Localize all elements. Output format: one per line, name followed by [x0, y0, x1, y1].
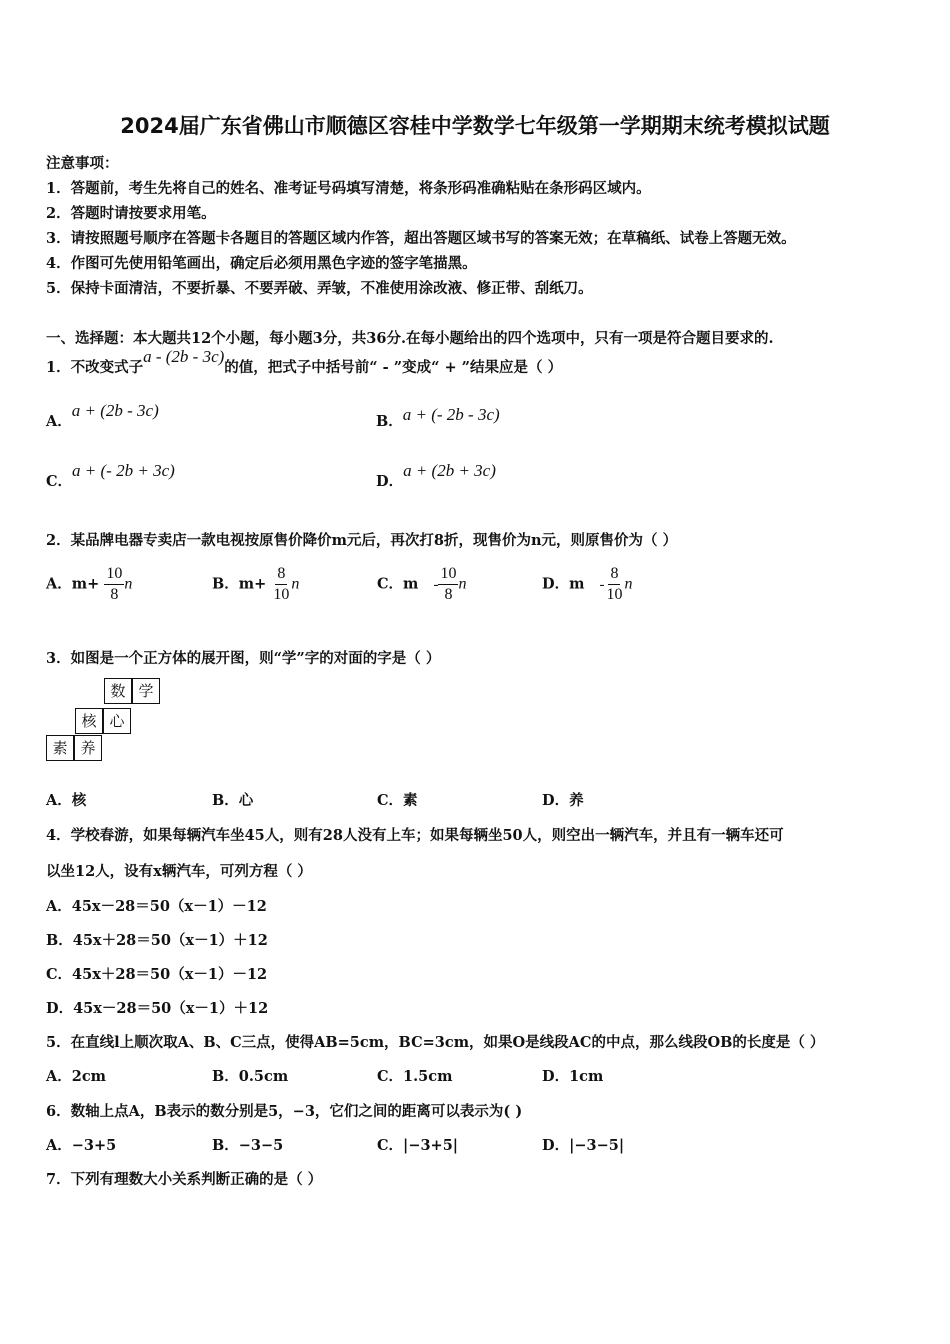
fraction: $\frac{10}{8}$ [106, 565, 123, 603]
fraction: $\frac{10}{8}$ [440, 565, 457, 603]
notice-item: 5．保持卡面清洁，不要折暴、不要弄破、弄皱，不准使用涂改液、修正带、刮纸刀。 [46, 280, 593, 297]
page-title: 2024届广东省佛山市顺德区容桂中学数学七年级第一学期期末统考模拟试题 [120, 114, 830, 138]
notice-item: 2．答题时请按要求用笔。 [46, 205, 216, 222]
question-2-option-a: A．m+ $\frac{10}{8}$ n [46, 565, 133, 603]
question-2-stem: 2．某品牌电器专卖店一款电视按原售价降价m元后，再次打8折，现售价为n元，则原售价为（ ） [46, 532, 678, 549]
question-2-option-c: C．m - $\frac{10}{8}$ n [377, 565, 467, 603]
question-1-post: 的值，把式子中括号前“ - ”变成“ + ”结果应是（ ） [224, 359, 563, 376]
question-5-option-d: D．1cm [542, 1068, 604, 1085]
question-2-option-d: D．m - $\frac{8}{10}$ n [542, 565, 633, 603]
question-4-option-b: B．45x＋28＝50（x－1）＋12 [46, 932, 268, 949]
question-4-option-c: C．45x＋28＝50（x－1）－12 [46, 966, 268, 983]
net-cell: 心 [103, 708, 131, 734]
notice-item: 4．作图可先使用铅笔画出，确定后必须用黑色字迹的签字笔描黑。 [46, 255, 477, 272]
net-cell: 数 [104, 678, 132, 704]
question-3-option-a: A．核 [46, 792, 87, 809]
question-5-option-c: C．1.5cm [377, 1068, 453, 1085]
question-3-stem: 3．如图是一个正方体的展开图，则“学”字的对面的字是（ ） [46, 650, 441, 667]
fraction: $\frac{8}{10}$ [273, 565, 290, 603]
fraction: $\frac{8}{10}$ [606, 565, 623, 603]
notice-item: 3．请按照题号顺序在答题卡各题目的答题区域内作答，超出答题区域书写的答案无效；在草稿纸、试卷上答题无效。 [46, 230, 796, 247]
notice-heading: 注意事项： [46, 155, 119, 172]
question-6-option-d: D．|−3−5| [542, 1137, 625, 1154]
net-cell: 核 [75, 708, 103, 734]
question-5-option-b: B．0.5cm [212, 1068, 289, 1085]
question-3-option-d: D．养 [542, 792, 584, 809]
question-5-option-a: A．2cm [46, 1068, 107, 1085]
question-4-stem-line1: 4．学校春游，如果每辆汽车坐45人，则有28人没有上车；如果每辆坐50人，则空出一辆汽车，并且有一辆车还可 [46, 827, 784, 844]
net-cell: 素 [46, 735, 74, 761]
question-4-option-d: D．45x－28＝50（x－1）＋12 [46, 1000, 269, 1017]
notice-item: 1．答题前，考生先将自己的姓名、准考证号码填写清楚，将条形码准确粘贴在条形码区域内。 [46, 180, 651, 197]
question-1-expression: a - (2b - 3c) [143, 347, 225, 366]
question-2-option-b: B．m+ $\frac{8}{10}$ n [212, 565, 300, 603]
question-1-option-c: C．a + (- 2b + 3c) [46, 461, 175, 490]
question-3-option-b: B．心 [212, 792, 254, 809]
question-7-stem: 7．下列有理数大小关系判断正确的是（ ） [46, 1171, 323, 1188]
question-1-option-d: D．a + (2b + 3c) [376, 461, 496, 490]
section-heading: 一、选择题：本大题共12个小题，每小题3分，共36分.在每小题给出的四个选项中，只有一项是符合题目要求的. [46, 330, 774, 347]
question-3-option-c: C．素 [377, 792, 418, 809]
question-5-stem: 5．在直线l上顺次取A、B、C三点，使得AB=5cm，BC=3cm，如果O是线段AC的中点，那么线段OB的长度是（ ） [46, 1034, 825, 1051]
question-4-stem-line2: 以坐12人，设有x辆汽车，可列方程（ ） [46, 863, 312, 880]
question-1-option-a: A．a + (2b - 3c) [46, 401, 159, 430]
question-4-option-a: A．45x－28＝50（x－1）－12 [46, 898, 267, 915]
question-1-stem [46, 347, 563, 377]
question-1-option-b: B．a + (- 2b - 3c) [376, 405, 500, 430]
net-cell: 学 [132, 678, 160, 704]
question-1-pre: 1．不改变式子 [46, 359, 144, 376]
question-6-option-a: A．−3+5 [46, 1137, 117, 1154]
question-6-option-c: C．|−3+5| [377, 1137, 459, 1154]
question-6-option-b: B．−3−5 [212, 1137, 284, 1154]
net-cell: 养 [74, 735, 102, 761]
question-6-stem: 6．数轴上点A，B表示的数分别是5，−3，它们之间的距离可以表示为( ) [46, 1103, 523, 1120]
